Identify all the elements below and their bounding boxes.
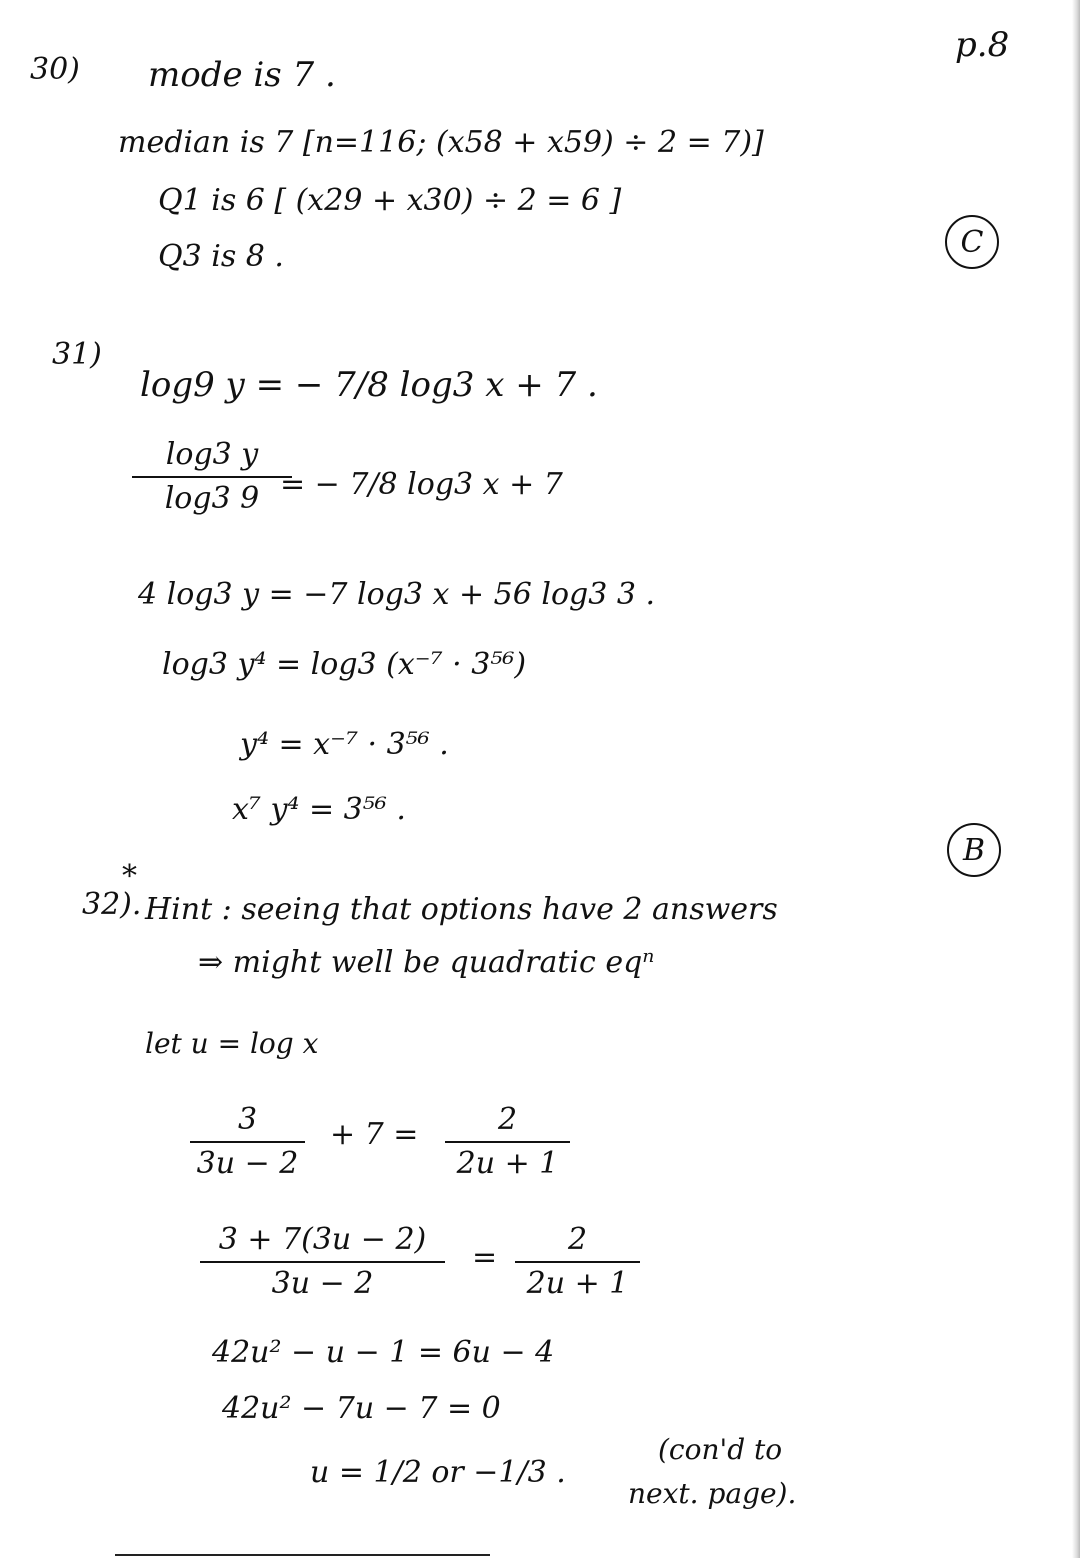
fraction-denominator: 3u − 2: [196, 1146, 299, 1181]
q31-equation-5: y⁴ = x⁻⁷ · 3⁵⁶ .: [240, 727, 449, 762]
q30-answer-circle: C: [945, 215, 999, 269]
q31-equation-4: log3 y⁴ = log3 (x⁻⁷ · 3⁵⁶): [162, 647, 527, 682]
q32-hint-continued: ⇒ might well be quadratic eqⁿ: [198, 945, 655, 980]
bottom-rule-line: [115, 1554, 490, 1556]
q32-substitution: let u = log x: [145, 1027, 319, 1060]
q31-label: 31): [52, 337, 102, 372]
fraction-bar: [445, 1141, 570, 1143]
q30-label: 30): [30, 52, 80, 87]
fraction-numerator: 3 + 7(3u − 2): [218, 1222, 427, 1257]
continued-note-line1: (con'd to: [658, 1433, 783, 1466]
fraction-numerator: 3: [237, 1102, 258, 1137]
page-number: p.8: [955, 25, 1010, 65]
q30-q1-line: Q1 is 6 [ (x29 + x30) ÷ 2 = 6 ]: [158, 183, 622, 218]
q32-eq1-left-fraction: [190, 1102, 305, 1181]
fraction-numerator: 2: [567, 1222, 588, 1257]
q31-equation-2-rhs: = − 7/8 log3 x + 7: [280, 467, 563, 502]
fraction-bar: [200, 1261, 445, 1263]
q32-star: *: [122, 859, 137, 894]
q31-fraction: [132, 437, 292, 516]
q30-median-line: median is 7 [n=116; (x58 + x59) ÷ 2 = 7)]: [118, 125, 764, 160]
fraction-denominator: 2u + 1: [526, 1266, 629, 1301]
fraction-bar: [190, 1141, 305, 1143]
q32-solution: u = 1/2 or −1/3 .: [310, 1455, 566, 1490]
q30-q3-line: Q3 is 8 .: [158, 239, 284, 274]
q31-equation-6: x⁷ y⁴ = 3⁵⁶ .: [232, 792, 406, 827]
fraction-bar: [515, 1261, 640, 1263]
q32-eq1-middle: + 7 =: [330, 1117, 419, 1152]
q31-fraction-denominator: log3 9: [164, 481, 260, 516]
q31-fraction-numerator: log3 y: [165, 437, 259, 472]
scan-edge-shadow: [1072, 0, 1080, 1558]
q30-mode-line: mode is 7 .: [148, 55, 336, 95]
q32-hint: Hint : seeing that options have 2 answers: [145, 892, 778, 927]
q31-equation-1: log9 y = − 7/8 log3 x + 7 .: [140, 365, 598, 405]
q32-label: 32).: [82, 887, 142, 922]
q31-equation-3: 4 log3 y = −7 log3 x + 56 log3 3 .: [138, 577, 655, 612]
q32-eq2-left-fraction: [200, 1222, 445, 1301]
q32-eq2-right-fraction: [515, 1222, 640, 1301]
fraction-denominator: 2u + 1: [456, 1146, 559, 1181]
q32-equation-3: 42u² − u − 1 = 6u − 4: [212, 1335, 555, 1370]
fraction-denominator: 3u − 2: [271, 1266, 374, 1301]
fraction-numerator: 2: [497, 1102, 518, 1137]
continued-note-line2: next. page).: [628, 1477, 797, 1510]
q32-eq1-right-fraction: [445, 1102, 570, 1181]
q32-equation-4: 42u² − 7u − 7 = 0: [222, 1391, 501, 1426]
q32-eq2-equals: =: [472, 1240, 498, 1275]
q31-answer-circle: B: [947, 823, 1001, 877]
fraction-bar: [132, 476, 292, 478]
